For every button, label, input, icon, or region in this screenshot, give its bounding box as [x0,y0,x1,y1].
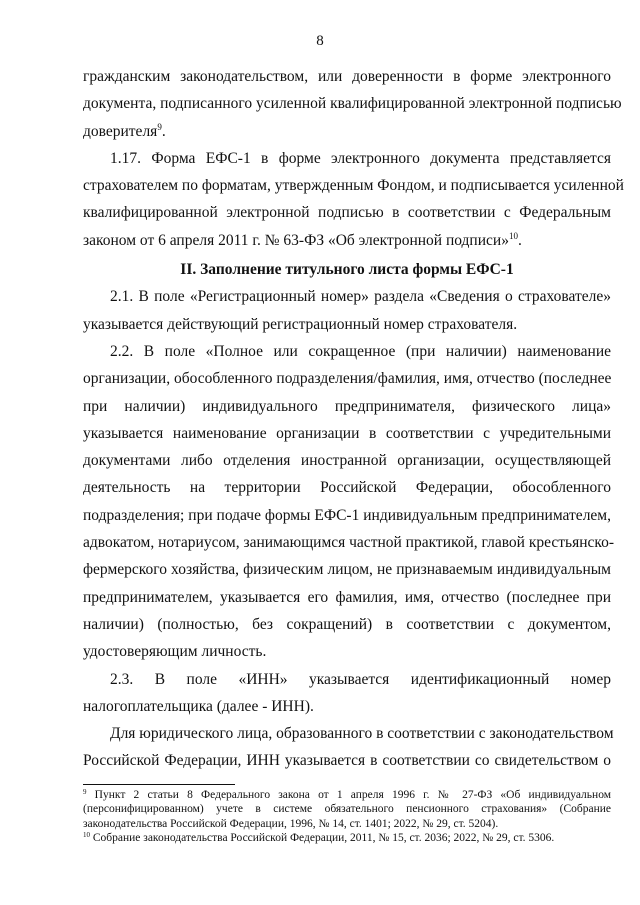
footnotes [83,788,611,846]
line-text: гражданским законодательством, или доверенности в форме электронного [83,68,611,85]
section-paragraphs [83,283,615,774]
line-text: указывается действующий регистрационный номер страхователя. [83,315,518,333]
line-text: доверителя [83,122,158,140]
text-line [83,420,611,447]
paragraph [83,788,611,831]
footnote-separator [83,784,235,785]
text-line [83,311,611,338]
line-text: Российской Федерации, ИНН указывается в соответствии со свидетельством о [83,752,611,770]
text-line [83,338,611,365]
text-line: доверителя$^9$. [83,121,166,140]
line-text: законом от 6 апреля 2011 г. № 63-ФЗ «Об электронной подписи» [83,231,509,249]
text-line [83,611,611,638]
paragraph [83,63,622,145]
text-line [83,90,622,117]
text-line [83,393,611,420]
footnote-reference: 9 [157,121,162,132]
footnote-marker: 10 [83,831,90,840]
line-text: деятельность на территории Российской Федерации, обособленного [83,479,611,497]
text-line [83,502,611,529]
text-line [83,802,611,816]
text-line [83,556,611,583]
line-text: подразделения; при подаче формы ЕФС-1 индивидуальным предпринимателем, [83,506,611,524]
section-title: II. Заполнение титульного листа формы ЕФС-1 [180,261,514,279]
line-text: 2.2. В поле «Полное или сокращенное (при наличии) наименование [110,342,611,360]
text-line [83,63,611,90]
document-body [83,63,624,775]
line-text: предпринимателем, указывается его фамилия, имя, отчество (последнее при [83,588,611,606]
text-line [83,529,615,556]
text-line [83,172,624,199]
line-text: 1.17. Форма ЕФС-1 в форме электронного документа представляется [110,149,611,167]
text-line [83,283,611,310]
text-line [83,447,611,474]
line-text: организации, обособленного подразделения/фамилия, имя, отчество (последнее [83,370,612,388]
line-text: налогоплательщика (далее - ИНН). [83,697,314,715]
line-text: адвокатом, нотариусом, занимающимся частной практикой, главой крестьянско- [83,534,615,552]
line-text: наличии) (полностью, без сокращений) в соответствии с документом, [83,615,611,633]
line-text: 2.1. В поле «Регистрационный номер» раздела «Сведения о страхователе» [110,288,611,306]
line-text: документа, подписанного усиленной квалифицированной электронной подписью [83,95,622,113]
line-text: удостоверяющим личность. [83,643,267,661]
line-text: Для юридического лица, образованного в соответствии с законодательством [110,725,614,743]
text-line [83,199,611,226]
line-text: документами либо отделения иностранной организации, осуществляющей [83,452,611,470]
text-line: $^9$ Пункт 2 статьи 8 Федерального закона от 1 апреля 1996 г. № 27-ФЗ «Об индивидуальном [83,788,611,801]
text-line [83,720,614,747]
line-text: 2.3. В поле «ИНН» указывается идентификационный номер [110,670,611,688]
line-text: при наличии) индивидуального предпринимателя, физического лица» [83,397,611,415]
paragraph [83,720,614,775]
page-number: 8 [316,33,324,49]
text-line [83,747,611,774]
line-text: фермерского хозяйства, физическим лицом, не признаваемым индивидуальным [83,561,611,579]
footnote-reference: 10 [508,230,518,241]
text-line: законом от 6 апреля 2011 г. № 63-ФЗ «Об электронной подписи»$^{10}$. [83,230,522,249]
paragraph [83,666,611,721]
line-text: указывается наименование организации в соответствии с учредительными [83,424,611,442]
footnote-marker: 9 [83,788,87,796]
text-line [83,817,611,831]
text-line: $^{10}$ Собрание законодательства Российской Федерации, 2011, № 15, ст. 2036; 2022, № 29, ст. 5306. [83,831,555,845]
paragraph [83,831,611,845]
preamble-paragraphs [83,63,624,254]
paragraph [83,145,624,254]
text-line [83,365,611,392]
text-line [83,666,611,693]
paragraph [83,338,615,666]
line-text: страхователем по форматам, утвержденным Фондом, и подписывается усиленной [83,177,624,195]
line-text: квалифицированной электронной подписью в соответствии с Федеральным [83,204,611,222]
text-line [83,474,611,501]
text-line [83,693,611,720]
text-line [83,145,611,172]
line-text: (персонифицированном) учете в системе обязательного пенсионного страхования» (Собрание [83,803,611,816]
text-line [83,584,611,611]
line-text: законодательства Российской Федерации, 1996, № 14, ст. 1401; 2022, № 29, ст. 5204). [83,817,499,830]
text-line [83,638,611,665]
paragraph [83,283,611,338]
